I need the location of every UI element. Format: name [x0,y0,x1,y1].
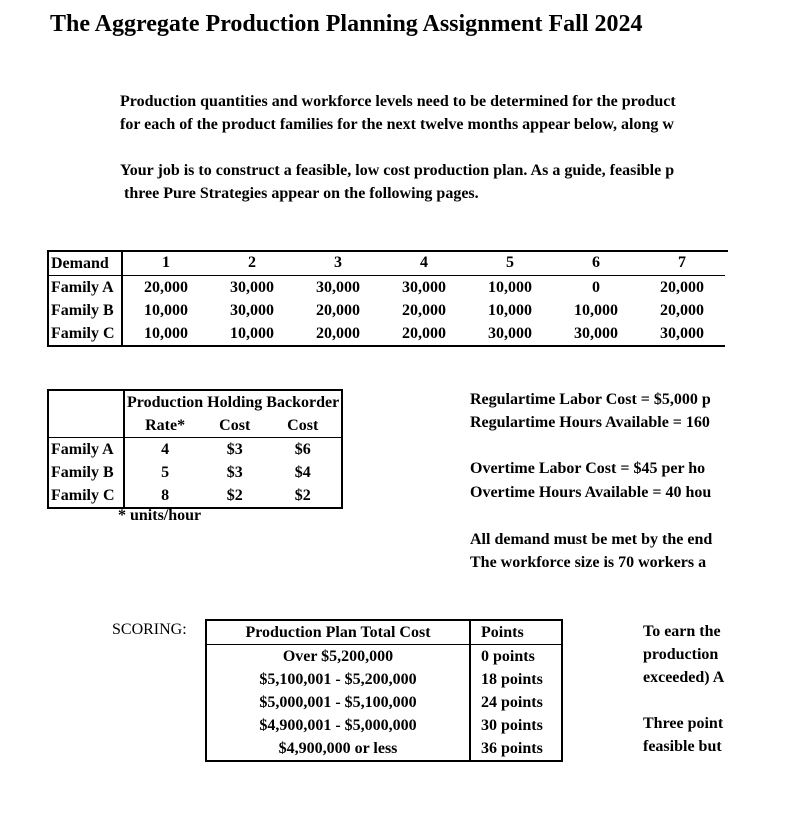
scoring-points: 24 points [481,693,543,711]
side-note-line-4: Three point [643,715,724,732]
demand-cell: 20,000 [316,324,360,342]
intro-line-3: Your job is to construct a feasible, low cost production plan. As a guide, feasible p [120,162,675,179]
demand-row-label: Family A [48,276,122,300]
backorder-header-bottom: Cost [264,414,342,438]
scoring-cost-range: $4,900,000 or less [206,737,470,761]
demand-row-label: Family B [48,299,122,322]
demand-cell: 30,000 [660,324,704,342]
period-3: 3 [295,251,381,276]
rate-cell: 5 [161,463,170,481]
scoring-side-note [643,620,728,760]
scoring-cost-range: Over $5,200,000 [206,645,470,669]
demand-row [48,299,725,322]
side-note-line-1: To earn the [643,623,721,640]
rate-cell: 4 [161,440,170,458]
prodinfo-row-label: Family B [48,461,124,484]
rate-header-top: Production [127,393,204,411]
period-1: 1 [122,251,209,276]
demand-row [48,276,725,300]
prodinfo-header-row-1 [48,390,342,414]
prodinfo-row [48,484,342,508]
holding-header-bottom: Cost [205,414,264,438]
holding-header-top: Holding [207,393,263,411]
holding-cell: $2 [226,486,243,504]
demand-cell: 10,000 [144,301,188,319]
scoring-header-cost: Production Plan Total Cost [206,620,470,645]
holding-cell: $3 [226,463,243,481]
demand-cell: 30,000 [230,301,274,319]
scoring-label: SCORING: [112,621,187,638]
scoring-row [206,645,562,669]
demand-note: All demand must be met by the end [470,531,713,548]
demand-cell: 30,000 [574,324,618,342]
rate-header-bottom: Rate* [124,414,205,438]
demand-cell: 30,000 [402,278,446,296]
demand-cell: 10,000 [144,324,188,342]
prodinfo-row-label: Family A [48,438,124,462]
overtime-hours-available: Overtime Hours Available = 40 hou [470,484,712,501]
demand-header-row [48,251,725,276]
demand-cell: 20,000 [660,301,704,319]
prodinfo-row-label: Family C [48,484,124,508]
scoring-table [205,619,563,762]
demand-row [48,322,725,346]
prodinfo-header-row-2 [48,414,342,438]
scoring-points: 30 points [481,716,543,734]
intro-line-2: for each of the product families for the next twelve months appear below, along w [120,116,674,133]
demand-cell: 30,000 [488,324,532,342]
demand-cell: 10,000 [230,324,274,342]
scoring-cost-range: $5,000,001 - $5,100,000 [206,691,470,714]
prodinfo-row [48,438,342,462]
scoring-points: 0 points [481,647,535,665]
overtime-labor-cost: Overtime Labor Cost = $45 per ho [470,460,706,477]
workforce-note: The workforce size is 70 workers a [470,554,707,571]
backorder-cell: $6 [294,440,311,458]
prodinfo-corner [48,390,124,414]
intro-line-4: three Pure Strategies appear on the following pages. [124,185,479,202]
demand-cell: 10,000 [574,301,618,319]
product-info-table [47,389,343,509]
backorder-cell: $4 [294,463,311,481]
demand-cell: 20,000 [402,324,446,342]
prodinfo-row [48,461,342,484]
regular-labor-cost: Regulartime Labor Cost = $5,000 p [470,391,711,408]
demand-cell: 20,000 [316,301,360,319]
demand-top-border [47,250,728,252]
demand-header-label: Demand [48,251,122,276]
side-note-line-3: exceeded) A [643,669,725,686]
scoring-row [206,714,562,737]
scoring-header-points: Points [470,620,562,645]
backorder-cell: $2 [294,486,311,504]
demand-table [47,250,725,347]
regular-hours-available: Regulartime Hours Available = 160 [470,414,710,431]
demand-cell: 30,000 [316,278,360,296]
demand-cell: 20,000 [402,301,446,319]
period-6: 6 [553,251,639,276]
period-7: 7 [639,251,725,276]
scoring-points: 18 points [481,670,543,688]
scoring-row [206,668,562,691]
labor-info [470,388,728,588]
side-note-line-2: production [643,646,719,663]
backorder-header-top: Backorder [266,393,340,411]
demand-cell: 20,000 [660,278,704,296]
side-note-line-5: feasible but [643,738,722,755]
period-2: 2 [209,251,295,276]
rate-cell: 8 [161,486,170,504]
holding-cell: $3 [226,440,243,458]
demand-row-label: Family C [48,322,122,346]
scoring-row [206,737,562,761]
scoring-points: 36 points [481,739,543,757]
demand-cell: 10,000 [488,278,532,296]
intro-line-1: Production quantities and workforce levels need to be determined for the product [120,93,676,110]
demand-cell: 0 [592,278,600,296]
period-5: 5 [467,251,553,276]
demand-cell: 10,000 [488,301,532,319]
demand-cell: 20,000 [144,278,188,296]
demand-clip [0,0,728,360]
page-title: The Aggregate Production Planning Assignment Fall 2024 [50,11,643,37]
prodinfo-corner [48,414,124,438]
scoring-row [206,691,562,714]
rate-footnote: * units/hour [118,507,202,524]
scoring-cost-range: $5,100,001 - $5,200,000 [206,668,470,691]
period-4: 4 [381,251,467,276]
scoring-header-row [206,620,562,645]
demand-cell: 30,000 [230,278,274,296]
scoring-cost-range: $4,900,001 - $5,000,000 [206,714,470,737]
